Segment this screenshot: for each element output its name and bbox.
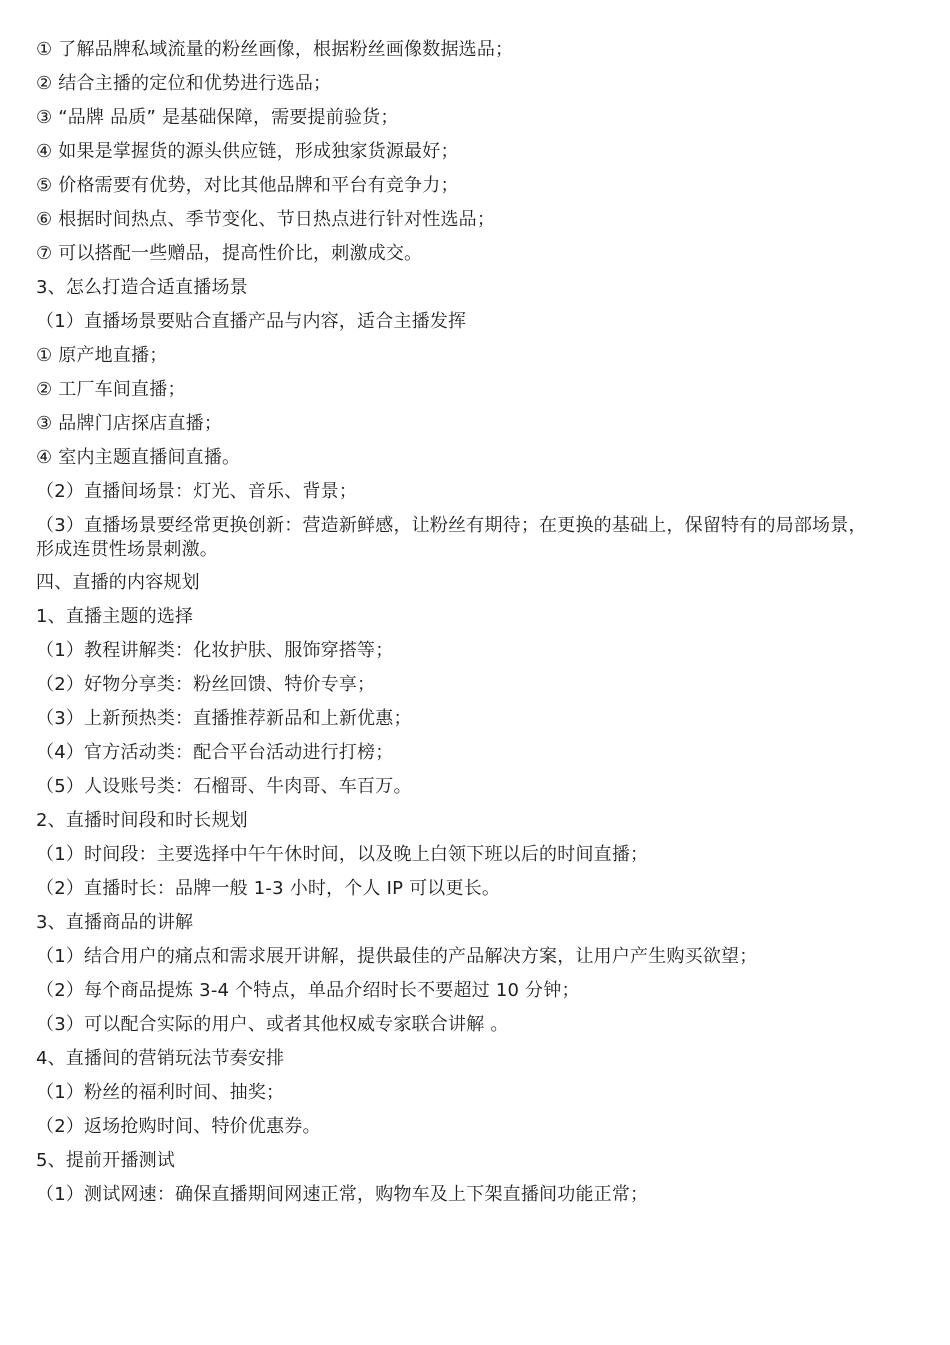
text-line: （3）可以配合实际的用户、或者其他权威专家联合讲解 。 <box>36 1014 509 1035</box>
section-heading: 3、怎么打造合适直播场景 <box>36 277 248 298</box>
text-line: （1）教程讲解类：化妆护肤、服饰穿搭等； <box>36 640 394 661</box>
document-page <box>36 38 876 1217</box>
text-line: （2）好物分享类：粉丝回馈、特价专享； <box>36 674 376 695</box>
text-paragraph: （3）直播场景要经常更换创新：营造新鲜感，让粉丝有期待；在更换的基础上，保留特有的局部场景，形成连贯性场景刺激。 <box>36 515 867 560</box>
text-line: （2）直播间场景：灯光、音乐、背景； <box>36 481 358 502</box>
text-line: （2）每个商品提炼 3-4 个特点，单品介绍时长不要超过 10 分钟； <box>36 980 580 1001</box>
section-heading: 3、直播商品的讲解 <box>36 912 194 933</box>
text-line: ③ 品牌门店探店直播； <box>36 413 223 434</box>
section-heading: 5、提前开播测试 <box>36 1150 176 1171</box>
text-line: ③ “品牌 品质” 是基础保障，需要提前验货； <box>36 107 399 128</box>
text-line: ⑤ 价格需要有优势，对比其他品牌和平台有竞争力； <box>36 175 459 196</box>
text-line: （5）人设账号类：石榴哥、牛肉哥、车百万。 <box>36 776 412 797</box>
text-line: ④ 室内主题直播间直播。 <box>36 447 241 468</box>
text-line: （2）返场抢购时间、特价优惠券。 <box>36 1116 321 1137</box>
text-line: （1）结合用户的痛点和需求展开讲解，提供最佳的产品解决方案，让用户产生购买欲望； <box>36 946 758 967</box>
section-heading: 2、直播时间段和时长规划 <box>36 810 248 831</box>
text-line: （1）测试网速：确保直播期间网速正常，购物车及上下架直播间功能正常； <box>36 1184 649 1205</box>
text-line: ⑥ 根据时间热点、季节变化、节日热点进行针对性选品； <box>36 209 496 230</box>
text-line: ① 原产地直播； <box>36 345 168 366</box>
text-line: （1）粉丝的福利时间、抽奖； <box>36 1082 285 1103</box>
chapter-heading: 四、直播的内容规划 <box>36 572 200 593</box>
section-heading: 4、直播间的营销玩法节奏安排 <box>36 1048 285 1069</box>
text-line: （4）官方活动类：配合平台活动进行打榜； <box>36 742 394 763</box>
text-line: ② 工厂车间直播； <box>36 379 186 400</box>
text-line: （2）直播时长：品牌一般 1-3 小时，个人 IP 可以更长。 <box>36 878 501 899</box>
text-line: （1）时间段：主要选择中午午休时间，以及晚上白领下班以后的时间直播； <box>36 844 649 865</box>
text-line: ⑦ 可以搭配一些赠品，提高性价比，刺激成交。 <box>36 243 423 264</box>
text-line: ② 结合主播的定位和优势进行选品； <box>36 73 332 94</box>
text-line: （3）上新预热类：直播推荐新品和上新优惠； <box>36 708 412 729</box>
text-line: ④ 如果是掌握货的源头供应链，形成独家货源最好； <box>36 141 459 162</box>
section-heading: 1、直播主题的选择 <box>36 606 194 627</box>
text-line: ① 了解品牌私域流量的粉丝画像，根据粉丝画像数据选品； <box>36 39 514 60</box>
text-line: （1）直播场景要贴合直播产品与内容，适合主播发挥 <box>36 311 467 332</box>
